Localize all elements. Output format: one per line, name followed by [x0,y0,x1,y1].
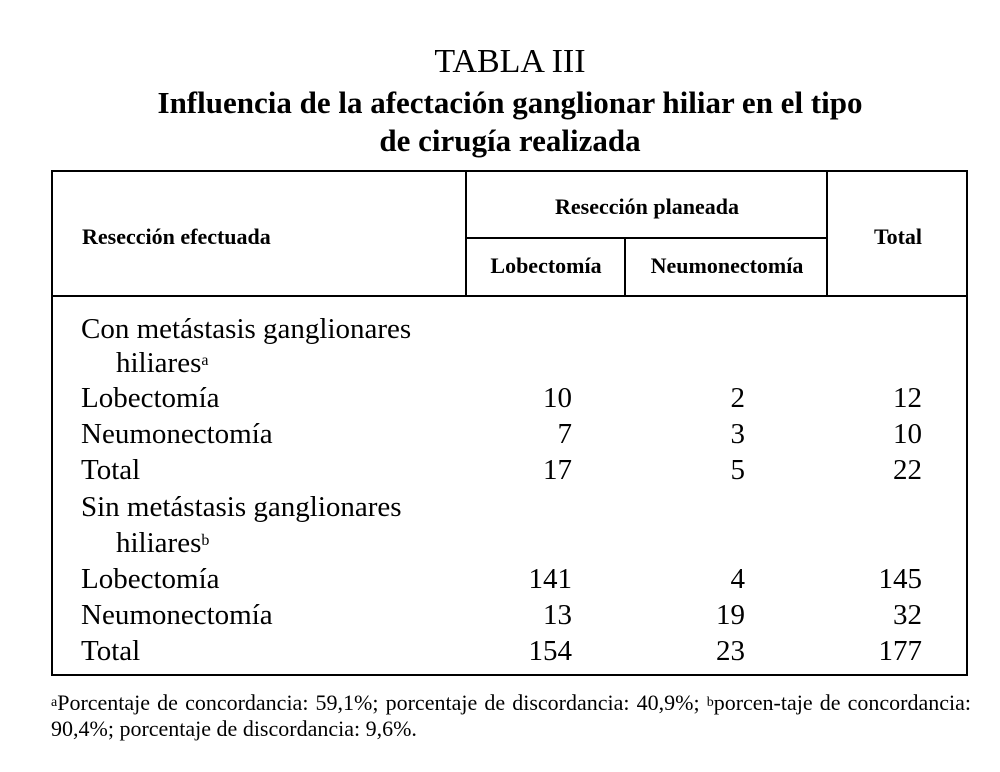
footnote-marker-b: b [201,532,210,549]
table-title-line-2: de cirugía realizada [379,123,641,158]
row-label: Total [81,635,141,667]
row-label: Lobectomía [81,382,220,414]
cell-lobectomia: 17 [543,454,572,486]
header-bottom-rule [51,295,968,297]
row-label: Neumonectomía [81,599,273,631]
cell-lobectomia: 141 [528,563,572,595]
footnote-mark-a: a [51,695,58,710]
cell-total: 145 [878,563,922,595]
section-title-cont: hiliares$^b$ [116,527,210,559]
cell-neumonectomia: 2 [730,382,745,414]
cell-total: 12 [893,382,922,414]
cell-total: 22 [893,454,922,486]
cell-lobectomia: 13 [543,599,572,631]
cell-neumonectomia: 4 [730,563,745,595]
table-title-line-1: Influencia de la afectación ganglionar hiliar en el tipo [157,85,863,120]
row-label: Neumonectomía [81,418,273,450]
cell-neumonectomia: 23 [716,635,745,667]
table-number: TABLA III [434,43,586,80]
section-title-cont: hiliares$^a$ [116,347,209,379]
footnote-mark-b: b [706,695,714,710]
table-footnote: $^a$Porcentaje de concordancia: 59,1%; porcentaje de discordancia: 40,9%; $^b$porcen-taje de concordancia: 90,4%; porcentaje de discordancia: 9,6%. [51,690,971,741]
header-row-label: Resección efectuada [82,224,271,249]
header-col-neumonectomia: Neumonectomía [650,253,804,278]
header-col-total: Total [873,224,923,249]
cell-neumonectomia: 19 [716,599,745,631]
section-title: Con metástasis ganglionares [81,313,412,345]
row-label: Lobectomía [81,563,220,595]
group-header-rule [466,237,828,239]
cell-lobectomia: 7 [557,418,572,450]
cell-neumonectomia: 5 [730,454,745,486]
section-title: Sin metástasis ganglionares [81,491,402,523]
cell-total: 10 [893,418,922,450]
cell-total: 177 [878,635,922,667]
cell-neumonectomia: 3 [730,418,745,450]
cell-lobectomia: 10 [543,382,572,414]
header-group-label: Resección planeada [555,194,739,219]
row-label: Total [81,454,141,486]
cell-lobectomia: 154 [528,635,572,667]
header-col-lobectomia: Lobectomía [490,253,602,278]
footnote-marker-a: a [201,352,209,369]
cell-total: 32 [893,599,922,631]
